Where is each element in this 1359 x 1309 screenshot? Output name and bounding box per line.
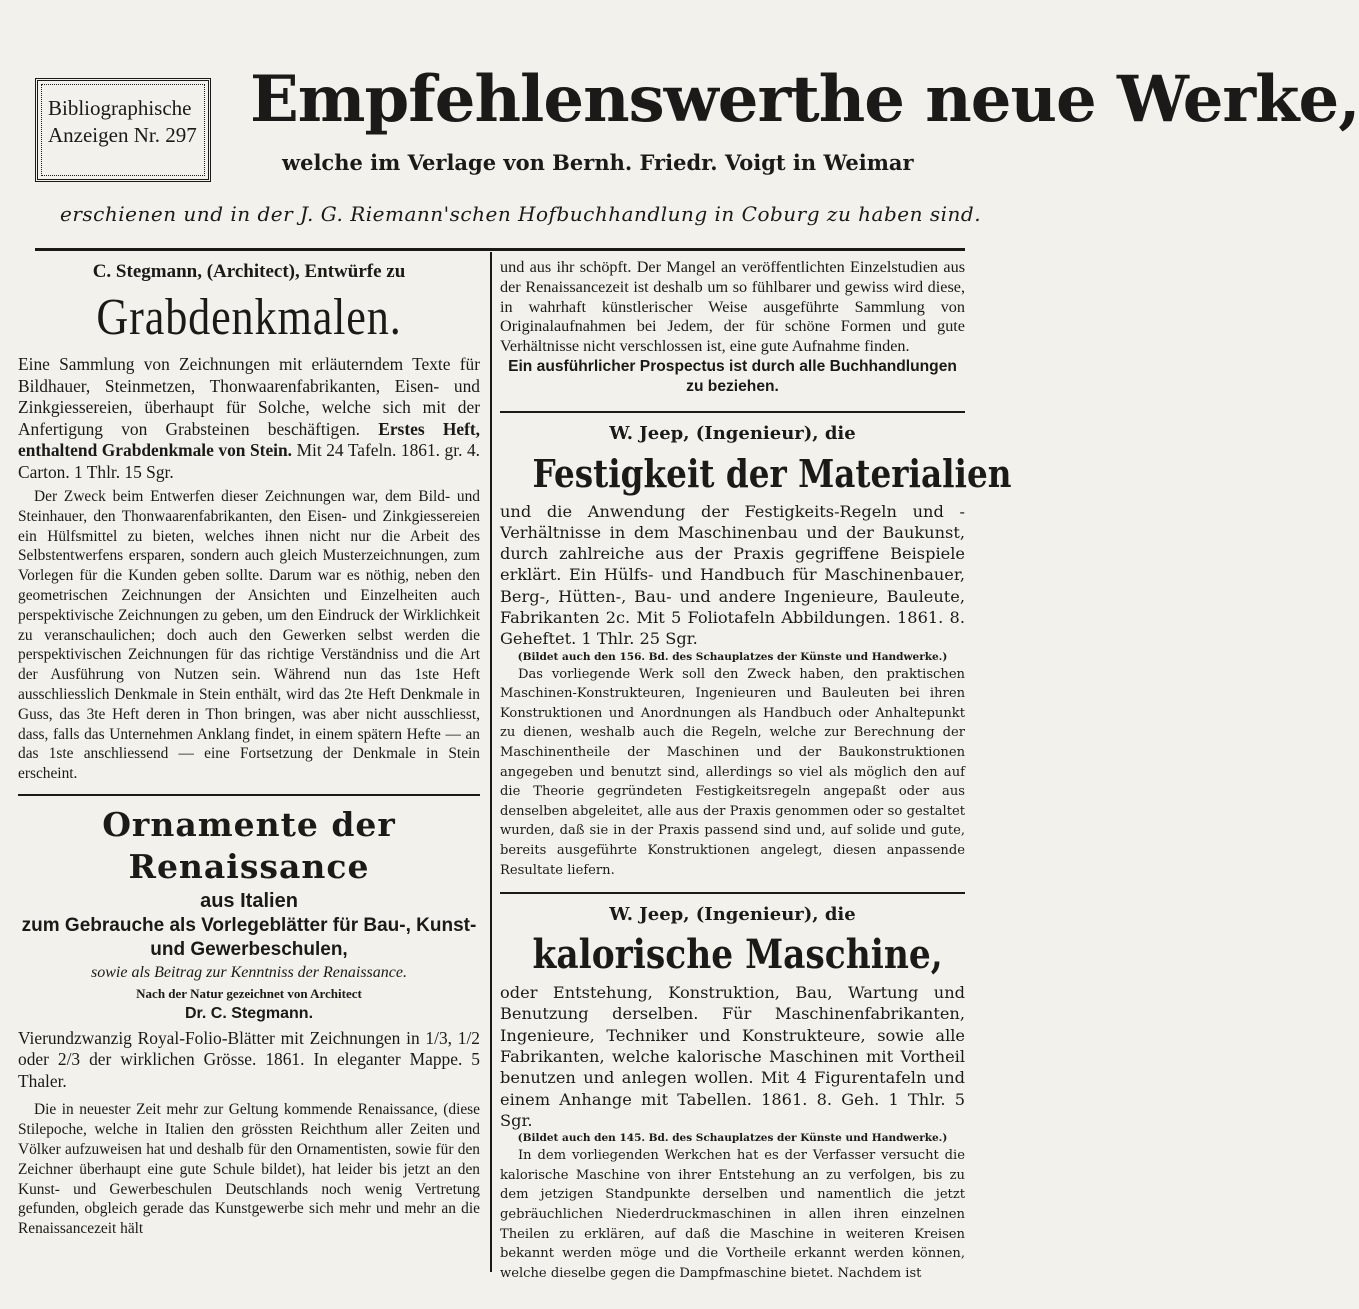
- article-divider: [500, 411, 965, 413]
- bibliography-box-label: [35, 78, 211, 182]
- article-credit1: Nach der Natur gezeichnet von Architect: [136, 985, 362, 1001]
- intro-tail: Mit 24 Tafeln. 1861. gr. 4. Carton. 1 Thlr. 15 Sgr.: [18, 440, 480, 482]
- box-label-line2: Anzeigen Nr. 297: [48, 123, 197, 147]
- article-grabdenkmalen: [18, 258, 480, 784]
- article-divider: [18, 794, 480, 796]
- article-author-line: W. Jeep, (Ingenieur), die: [609, 422, 856, 444]
- article-body: In dem vorliegenden Werkchen hat es der Verfasser versucht die kalorische Maschine von ihrer Entstehung an zu verfolgen, bis zu dem jetzigen Standpunkte derselben und namentlich die jetzt gebräuchlichen Niederdruckmaschinen in allen ihren einzelnen Theilen zu erklären, auf daß die Maschine in weiteren Kreisen bekannt werden möge und die Vortheile erkannt werden können, welche dieselbe gegen die Dampfmaschine bietet. Nachdem ist: [500, 1148, 965, 1281]
- article-divider: [500, 892, 965, 894]
- column-divider: [490, 252, 492, 1272]
- continuation-text: und aus ihr schöpft. Der Mangel an veröffentlichten Einzelstudien aus der Renaissancezeit ist deshalb um so fühlbarer und gewiss wird diese, in wahrhaft künstlerischer Weise ausgeführte Sammlung von Originalaufnahmen bei Jedem, der für schöne Formen und gute Verhältnisse nicht verschlossen ist, eine gute Aufnahme finden.: [500, 258, 965, 356]
- article-ornamente: [18, 804, 480, 1239]
- intro-plain: Eine Sammlung von Zeichnungen mit erläuterndem Texte für Bildhauer, Steinmetzen, Thonwaarenfabrikanten, Eisen- und Zinkgiessereien, überhaupt für Solche, welche sich mit der Anfertigung von Grabsteinen beschäftigen.: [18, 354, 480, 439]
- left-column: [18, 258, 480, 1239]
- right-column: [500, 258, 1012, 1283]
- article-intro: [18, 354, 480, 483]
- article-note: (Bildet auch den 156. Bd. des Schauplatzes der Künste und Handwerke.): [517, 650, 948, 663]
- article-subtitle1: aus Italien: [200, 889, 298, 912]
- article-body: Die in neuester Zeit mehr zur Geltung kommende Renaissance, (diese Stilepoche, welche in Italien den grössten Reichthum aller Zeiten und Völker aufzuweisen hat und deshalb für den Ornamentisten, sowie für den Zeichner überhaupt eine gute Schule bildet), hat leider bis jetzt an den Kunst- und Gewerbeschulen Deutschlands noch wenig Vertretung gefunden, obgleich gerade das Kunstgewerbe sich mehr und mehr an die Renaissancezeit hält: [18, 1101, 480, 1238]
- article-author-line: W. Jeep, (Ingenieur), die: [609, 904, 856, 926]
- intro-bold: Erstes Heft, enthaltend Grabdenkmale von Stein.: [18, 418, 480, 460]
- header-rule: [35, 248, 965, 251]
- article-details: Vierundzwanzig Royal-Folio-Blätter mit Zeichnungen in 1/3, 1/2 oder 2/3 der wirklichen Grösse. 1861. In eleganter Mappe. 5 Thaler.: [18, 1027, 480, 1091]
- article-festigkeit: [500, 421, 1012, 881]
- prospectus-note: Ein ausführlicher Prospectus ist durch alle Buchhandlungen zu beziehen.: [508, 357, 957, 395]
- article-subtitle2: zum Gebrauche als Vorlegeblätter für Bau-, Kunst- und Gewerbeschulen,: [21, 914, 477, 960]
- masthead-title: Empfehlenswerthe neue Werke,: [250, 62, 1359, 137]
- article-intro: oder Entstehung, Konstruktion, Bau, Wartung und Benutzung derselben. Für Maschinenfabrikanten, Ingenieure, Techniker und Konstrukteure, sowie alle Fabrikanten, welche kalorische Maschinen mit Vortheil benutzen und anlegen wollen. Mit 4 Figurentafeln und einem Anhange mit Tabellen. 1861. 8. Geh. 1 Thlr. 5 Sgr.: [500, 983, 965, 1130]
- article-body: Das vorliegende Werk soll den Zweck haben, den praktischen Maschinen-Konstrukteuren, Ingenieuren und Bauleuten bei ihren Konstruktionen und Anordnungen als Handbuch oder Anhaltepunkt zu dienen, weshalb auch die Regeln, welche zur Berechnung der Maschinentheile der Maschinen und der Baukonstruktionen angegeben und benutzt sind, allerdings so viel als möglich den auf die Theorie gegründeten Festigkeitsregeln angepaßt oder aus denselben abgeleitet, alle aus der Praxis genommen oder so gestaltet wurden, daß sie in der Praxis passend sind und, auf solide und gute, bereits ausgeführte Konstruktionen angelegt, diesen anpassende Resultate liefern.: [500, 666, 965, 878]
- article-note: (Bildet auch den 145. Bd. des Schauplatzes der Künste und Handwerke.): [517, 1132, 948, 1145]
- article-title: Festigkeit der Materialien: [532, 450, 1012, 496]
- masthead-availability: erschienen und in der J. G. Riemann'schen Hofbuchhandlung in Coburg zu haben sind.: [60, 202, 982, 226]
- box-label-line1: Bibliographische: [48, 96, 192, 120]
- article-kalorische: [500, 902, 965, 1283]
- article-author-line: C. Stegmann, (Architect), Entwürfe zu: [92, 261, 406, 282]
- article-credit2: Dr. C. Stegmann.: [184, 1004, 314, 1022]
- masthead-subtitle: welche im Verlage von Bernh. Friedr. Voigt in Weimar: [282, 150, 914, 175]
- article-title: Grabdenkmalen.: [96, 289, 402, 346]
- article-body: Der Zweck beim Entwerfen dieser Zeichnungen war, dem Bild- und Steinhauer, den Thonwaarenfabrikanten, den Eisen- und Zinkgiessereien ein Hülfsmittel zu bieten, welches ihnen nicht nur die Arbeit des Selbstentwerfens ersparen, sondern auch gleich Musterzeichnungen, zum Vorlegen für die Kunden geben sollte. Darum war es nöthig, neben den geometrischen Zeichnungen der Ansichten und Einzelheiten auch perspektivische Zeichnungen zu geben, um den Eindruck der Wirklichkeit zu veranschaulichen; doch auch den Gewerken selbst werden die perspektivischen Zeichnungen für das richtige Verständniss und die Art der Ausführung von Nutzen sein. Während nun das 1ste Heft ausschliesslich Denkmale in Stein enthält, wird das 2te Heft Denkmale in Guss, das 3te Heft deren in Thon bringen, was aber nicht ausschliesst, dass, falls das Unternehmen Anklang findet, in einem spätern Hefte — an das 1ste anschliessend — eine Fortsetzung der Denkmale in Stein erscheint.: [18, 488, 480, 783]
- article-intro: und die Anwendung der Festigkeits-Regeln und -Verhältnisse in dem Maschinenbau und der Baukunst, durch zahlreiche aus der Praxis gegriffene Beispiele erklärt. Ein Hülfs- und Handbuch für Maschinenbauer, Berg-, Hütten-, Bau- und andere Ingenieure, Bauleute, Fabrikanten 2c. Mit 5 Foliotafeln Abbildungen. 1861. 8. Geheftet. 1 Thlr. 25 Sgr.: [500, 501, 965, 649]
- article-title: Ornamente der Renaissance: [102, 804, 396, 886]
- article-title: kalorische Maschine,: [532, 931, 943, 979]
- article-subtitle3: sowie als Beitrag zur Kenntniss der Renaissance.: [91, 963, 407, 981]
